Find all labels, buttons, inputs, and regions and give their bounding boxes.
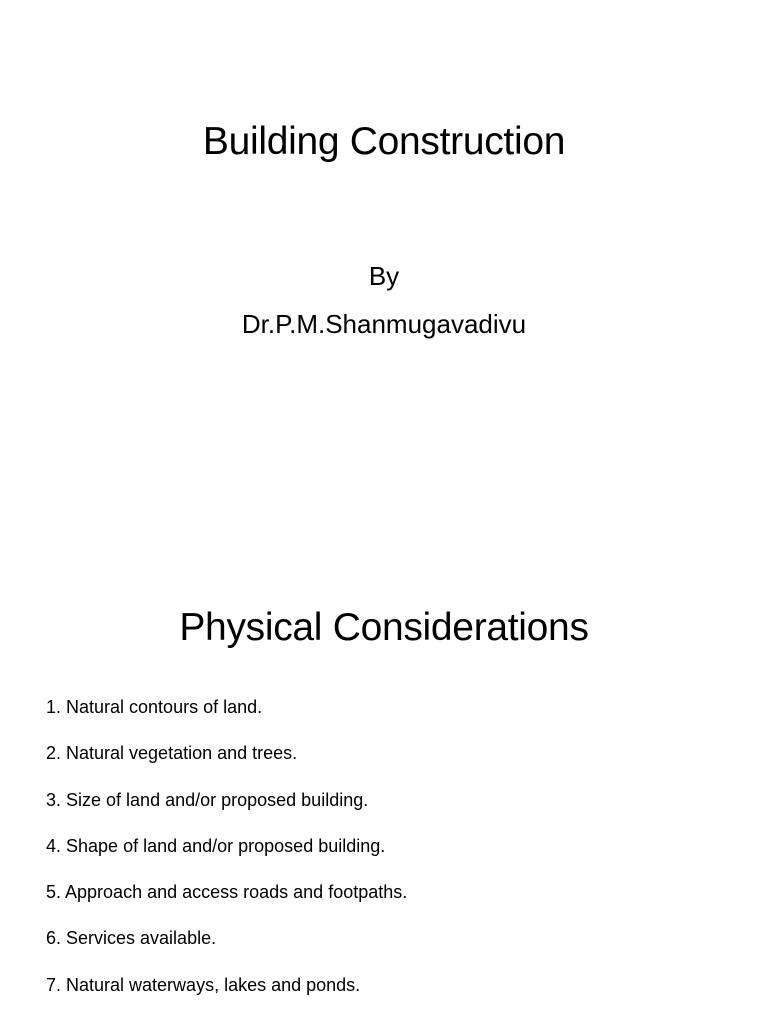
content-slide xyxy=(0,576,768,1024)
list-item: 3. Size of land and/or proposed building. xyxy=(46,789,369,810)
considerations-list xyxy=(46,694,407,1018)
author-block xyxy=(0,252,768,348)
slide-title: Building Construction xyxy=(202,120,566,163)
list-item: 5. Approach and access roads and footpaths. xyxy=(46,882,408,903)
section-title: Physical Considerations xyxy=(179,606,589,649)
list-item: 1. Natural contours of land. xyxy=(46,697,263,717)
list-item: 7. Natural waterways, lakes and ponds. xyxy=(46,974,361,995)
list-item: 6. Services available. xyxy=(46,928,217,949)
by-label: By xyxy=(368,261,400,291)
list-item: 2. Natural vegetation and trees. xyxy=(46,743,298,764)
list-item: 4. Shape of land and/or proposed building. xyxy=(46,835,386,856)
author-name: Dr.P.M.Shanmugavadivu xyxy=(241,309,527,339)
